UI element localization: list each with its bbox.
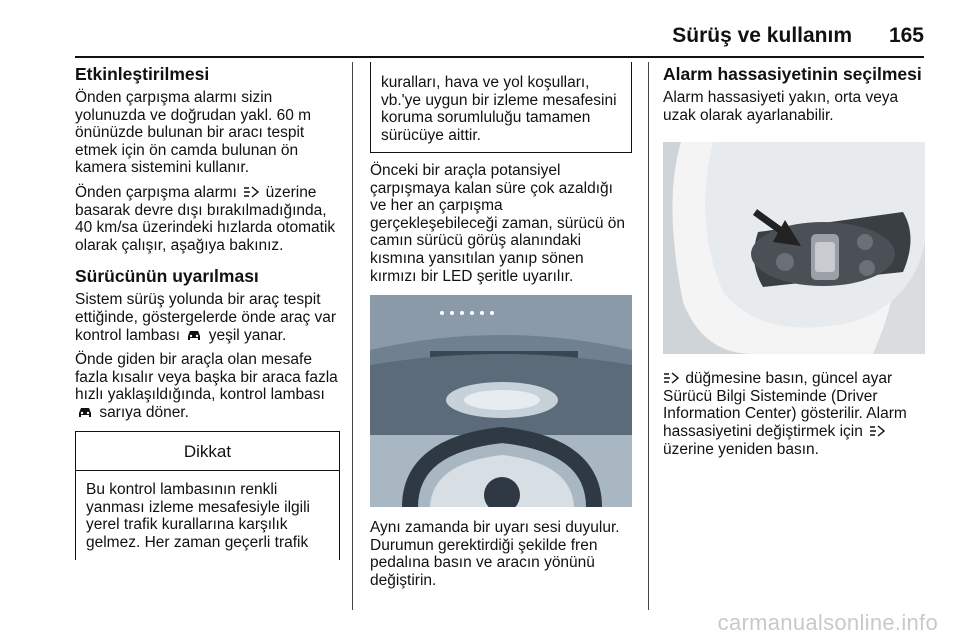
notice-title: Dikkat (76, 432, 339, 472)
forward-collision-icon (243, 185, 259, 199)
paragraph: Önden çarpışma alarmı sizin yolunuzda ve doğrudan yakl. 60 m önünüzde bulunan bir aracı tespit etmek için ön camda bulunan ön kamera sistemini kullanır. (75, 89, 312, 177)
notice-box (75, 431, 340, 560)
column-divider-2 (648, 62, 649, 610)
paragraph: Alarm hassasiyeti yakın, orta veya uzak olarak ayarlanabilir. (663, 89, 899, 124)
notice-box-continued (370, 62, 632, 153)
notice-body-continued: kuralları, hava ve yol koşulları, vb.'ye uygun bir izleme mesafesini koruma sorumluluğu tamamen sürücüye aittir. (381, 74, 617, 144)
section-heading-driver-alert: Sürücünün uyarılması (75, 266, 259, 287)
section-heading-sensitivity: Alarm hassasiyetinin seçilmesi (663, 64, 922, 84)
column-3 (663, 62, 927, 465)
vehicle-ahead-icon (186, 328, 202, 342)
notice-body: Bu kontrol lambasının renkli yanması izleme mesafesiyle ilgili yerel trafik kurallarına karşılık gelmez. Her zaman geçerli trafik (86, 481, 310, 551)
steering-wheel-illustration (663, 142, 925, 354)
forward-collision-icon (869, 424, 885, 438)
column-1 (75, 62, 340, 560)
section-heading-activation: Etkinleştirilmesi (75, 64, 210, 84)
paragraph: Önceki bir araçla potansiyel çarpışmaya kalan süre çok azaldığı ve her an çarpışma gerçekleşebileceği zaman, sürücü ön camın sürücü görüş alanındaki kısmına yansıtılan yanıp sönen kırmızı bir LED şeritle uyarılır. (370, 162, 626, 285)
paragraph: düğmesine basın, güncel ayar Sürücü Bilgi Sisteminde (Driver Information Center) gösterilir. Alarm hassasiyetini değiştirmek için üzerine yeniden basın. (663, 370, 907, 458)
paragraph: Önde giden bir araçla olan mesafe fazla kısalır veya başka bir araca fazla hızlı yaklaşıldığında, kontrol lambası sarıya döner. (75, 351, 338, 421)
vehicle-ahead-icon (77, 405, 93, 419)
column-divider-1 (352, 62, 353, 610)
footer-watermark[interactable]: carmanualsonline.info (717, 610, 938, 635)
paragraph: Aynı zamanda bir uyarı sesi duyulur. Durumun gerektirdiği şekilde fren pedalına basın ve aracın yönünü değiştirin. (370, 519, 620, 589)
paragraph: Önden çarpışma alarmı üzerine basarak devre dışı bırakılmadığında, 40 km/sa üzerindeki hızlarda otomatik olarak çalışır, aşağıya bakınız. (75, 183, 336, 254)
dashboard-led-illustration (370, 295, 632, 507)
running-header-title: Sürüş ve kullanım (672, 24, 852, 47)
forward-collision-icon (663, 371, 679, 385)
page-number: 165 (888, 24, 924, 47)
paragraph: Sistem sürüş yolunda bir araç tespit ettiğinde, göstergelerde önde araç var kontrol lambası yeşil yanar. (75, 291, 337, 344)
column-2 (370, 62, 632, 597)
header-rule (75, 56, 924, 58)
